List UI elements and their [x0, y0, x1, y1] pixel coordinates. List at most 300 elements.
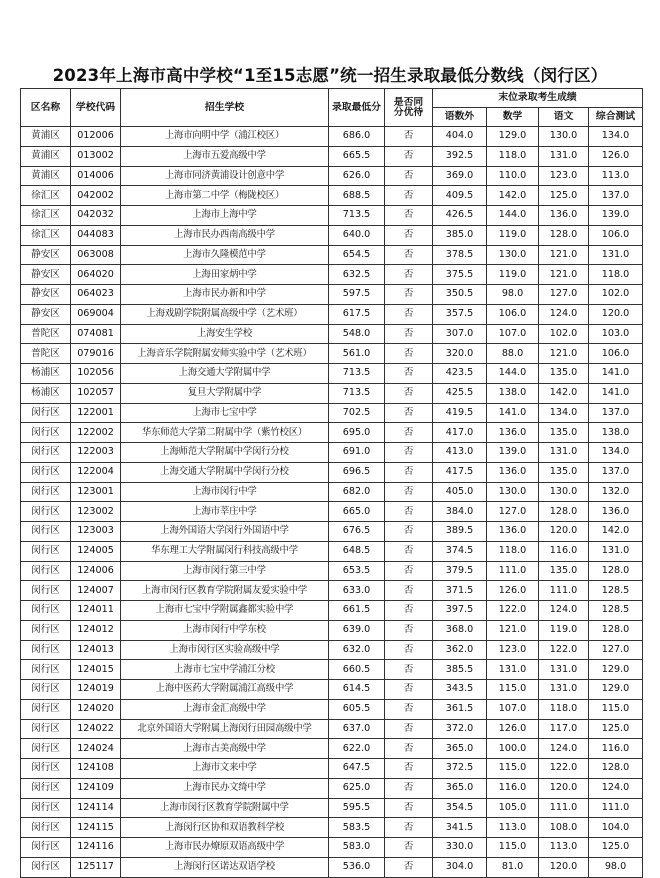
cell-priority: 否 — [385, 798, 433, 818]
cell-comprehensive-score: 129.0 — [589, 680, 643, 700]
cell-priority: 否 — [385, 245, 433, 265]
cell-non-chinese-score: 405.0 — [433, 482, 487, 502]
cell-comprehensive-score: 141.0 — [589, 364, 643, 384]
cell-chinese-score: 124.0 — [539, 739, 589, 759]
cell-district: 黄浦区 — [21, 166, 71, 186]
cell-school-name: 上海安生学校 — [121, 324, 329, 344]
table-row — [21, 581, 643, 601]
cell-math-score: 107.0 — [487, 699, 539, 719]
table-row — [21, 403, 643, 423]
cell-school-code: 012006 — [71, 127, 121, 147]
cell-comprehensive-score: 137.0 — [589, 186, 643, 206]
cell-math-score: 121.0 — [487, 620, 539, 640]
cell-priority: 否 — [385, 364, 433, 384]
cell-min-score: 691.0 — [329, 443, 385, 463]
cell-chinese-score: 116.0 — [539, 541, 589, 561]
cell-math-score: 105.0 — [487, 798, 539, 818]
score-table — [20, 88, 643, 878]
cell-district: 闵行区 — [21, 699, 71, 719]
cell-math-score: 130.0 — [487, 482, 539, 502]
cell-school-code: 042032 — [71, 206, 121, 226]
header-non-chinese: 语数外 — [433, 108, 487, 127]
cell-priority: 否 — [385, 206, 433, 226]
cell-school-code: 122002 — [71, 423, 121, 443]
cell-school-code: 064020 — [71, 265, 121, 285]
cell-chinese-score: 122.0 — [539, 759, 589, 779]
cell-district: 杨浦区 — [21, 364, 71, 384]
cell-district: 黄浦区 — [21, 127, 71, 147]
cell-school-name: 上海市五爱高级中学 — [121, 146, 329, 166]
cell-math-score: 119.0 — [487, 265, 539, 285]
table-row — [21, 225, 643, 245]
cell-district: 静安区 — [21, 285, 71, 305]
cell-chinese-score: 120.0 — [539, 522, 589, 542]
table-row — [21, 462, 643, 482]
cell-school-code: 123001 — [71, 482, 121, 502]
cell-priority: 否 — [385, 127, 433, 147]
cell-math-score: 122.0 — [487, 601, 539, 621]
cell-chinese-score: 120.0 — [539, 857, 589, 877]
cell-school-name: 华东师范大学第二附属中学（紫竹校区） — [121, 423, 329, 443]
cell-school-code: 124020 — [71, 699, 121, 719]
cell-min-score: 633.0 — [329, 581, 385, 601]
cell-school-code: 122003 — [71, 443, 121, 463]
cell-math-score: 119.0 — [487, 225, 539, 245]
cell-chinese-score: 128.0 — [539, 502, 589, 522]
cell-priority: 否 — [385, 304, 433, 324]
cell-non-chinese-score: 375.5 — [433, 265, 487, 285]
cell-school-code: 122001 — [71, 403, 121, 423]
cell-school-name: 上海市闵行中学东校 — [121, 620, 329, 640]
cell-school-name: 上海市七宝中学附属鑫都实验中学 — [121, 601, 329, 621]
cell-priority: 否 — [385, 423, 433, 443]
cell-school-name: 上海市上海中学 — [121, 206, 329, 226]
cell-priority: 否 — [385, 146, 433, 166]
cell-math-score: 100.0 — [487, 739, 539, 759]
cell-school-name: 上海市七宝中学浦江分校 — [121, 660, 329, 680]
cell-math-score: 106.0 — [487, 304, 539, 324]
cell-school-code: 042002 — [71, 186, 121, 206]
cell-school-name: 上海市向明中学（浦江校区） — [121, 127, 329, 147]
cell-min-score: 595.5 — [329, 798, 385, 818]
cell-school-name: 上海市七宝中学 — [121, 403, 329, 423]
cell-chinese-score: 121.0 — [539, 265, 589, 285]
cell-chinese-score: 135.0 — [539, 364, 589, 384]
cell-math-score: 115.0 — [487, 680, 539, 700]
header-priority — [385, 89, 433, 127]
cell-non-chinese-score: 357.5 — [433, 304, 487, 324]
cell-min-score: 640.0 — [329, 225, 385, 245]
cell-priority: 否 — [385, 502, 433, 522]
cell-non-chinese-score: 330.0 — [433, 838, 487, 858]
table-body — [21, 127, 643, 878]
table-row — [21, 640, 643, 660]
cell-non-chinese-score: 385.0 — [433, 225, 487, 245]
cell-min-score: 637.0 — [329, 719, 385, 739]
cell-math-score: 98.0 — [487, 285, 539, 305]
cell-school-name: 上海市闵行区教育学院附属友爱实验中学 — [121, 581, 329, 601]
cell-min-score: 583.0 — [329, 838, 385, 858]
cell-school-code: 124007 — [71, 581, 121, 601]
cell-district: 闵行区 — [21, 522, 71, 542]
cell-school-name: 上海闵行区诺达双语学校 — [121, 857, 329, 877]
table-row — [21, 680, 643, 700]
cell-math-score: 118.0 — [487, 541, 539, 561]
cell-chinese-score: 123.0 — [539, 166, 589, 186]
cell-min-score: 665.0 — [329, 502, 385, 522]
cell-chinese-score: 131.0 — [539, 146, 589, 166]
header-min-score: 录取最低分 — [329, 89, 385, 127]
cell-non-chinese-score: 389.5 — [433, 522, 487, 542]
cell-priority: 否 — [385, 581, 433, 601]
table-row — [21, 186, 643, 206]
cell-chinese-score: 102.0 — [539, 324, 589, 344]
cell-chinese-score: 120.0 — [539, 778, 589, 798]
cell-school-name: 上海音乐学院附属安师实验中学（艺术班） — [121, 344, 329, 364]
header-comprehensive: 综合测试 — [589, 108, 643, 127]
cell-min-score: 661.5 — [329, 601, 385, 621]
cell-school-name: 上海市闵行区实验高级中学 — [121, 640, 329, 660]
cell-district: 闵行区 — [21, 640, 71, 660]
cell-min-score: 647.5 — [329, 759, 385, 779]
cell-district: 闵行区 — [21, 561, 71, 581]
cell-school-name: 上海市民办新和中学 — [121, 285, 329, 305]
cell-chinese-score: 131.0 — [539, 443, 589, 463]
cell-school-code: 124114 — [71, 798, 121, 818]
cell-math-score: 127.0 — [487, 502, 539, 522]
cell-district: 闵行区 — [21, 739, 71, 759]
table-row — [21, 423, 643, 443]
cell-district: 闵行区 — [21, 581, 71, 601]
cell-comprehensive-score: 118.0 — [589, 265, 643, 285]
cell-non-chinese-score: 413.0 — [433, 443, 487, 463]
cell-math-score: 126.0 — [487, 581, 539, 601]
cell-district: 闵行区 — [21, 838, 71, 858]
cell-non-chinese-score: 361.5 — [433, 699, 487, 719]
cell-school-name: 上海外国语大学闵行外国语中学 — [121, 522, 329, 542]
cell-school-code: 124115 — [71, 818, 121, 838]
cell-school-code: 044083 — [71, 225, 121, 245]
cell-priority: 否 — [385, 620, 433, 640]
table-row — [21, 601, 643, 621]
cell-non-chinese-score: 397.5 — [433, 601, 487, 621]
cell-non-chinese-score: 354.5 — [433, 798, 487, 818]
cell-comprehensive-score: 128.0 — [589, 561, 643, 581]
cell-district: 普陀区 — [21, 324, 71, 344]
cell-district: 静安区 — [21, 265, 71, 285]
cell-chinese-score: 127.0 — [539, 285, 589, 305]
cell-school-name: 北京外国语大学附属上海闵行田园高级中学 — [121, 719, 329, 739]
cell-district: 徐汇区 — [21, 206, 71, 226]
cell-school-name: 上海市闵行中学 — [121, 482, 329, 502]
cell-school-code: 102057 — [71, 383, 121, 403]
cell-district: 闵行区 — [21, 403, 71, 423]
cell-non-chinese-score: 423.5 — [433, 364, 487, 384]
cell-comprehensive-score: 134.0 — [589, 127, 643, 147]
cell-district: 闵行区 — [21, 680, 71, 700]
table-row — [21, 324, 643, 344]
table-row — [21, 778, 643, 798]
table-row — [21, 857, 643, 877]
cell-comprehensive-score: 129.0 — [589, 660, 643, 680]
cell-min-score: 696.5 — [329, 462, 385, 482]
cell-school-name: 复旦大学附属中学 — [121, 383, 329, 403]
cell-priority: 否 — [385, 818, 433, 838]
cell-district: 闵行区 — [21, 601, 71, 621]
cell-min-score: 713.5 — [329, 364, 385, 384]
cell-chinese-score: 117.0 — [539, 719, 589, 739]
cell-non-chinese-score: 320.0 — [433, 344, 487, 364]
cell-math-score: 136.0 — [487, 462, 539, 482]
cell-math-score: 110.0 — [487, 166, 539, 186]
cell-priority: 否 — [385, 462, 433, 482]
cell-min-score: 561.0 — [329, 344, 385, 364]
cell-min-score: 583.5 — [329, 818, 385, 838]
cell-chinese-score: 124.0 — [539, 601, 589, 621]
cell-math-score: 130.0 — [487, 245, 539, 265]
cell-priority: 否 — [385, 739, 433, 759]
cell-priority: 否 — [385, 759, 433, 779]
cell-school-code: 064023 — [71, 285, 121, 305]
page-title: 2023年上海市高中学校“1至15志愿”统一招生录取最低分数线（闵行区） — [52, 66, 608, 85]
table-row — [21, 620, 643, 640]
cell-math-score: 113.0 — [487, 818, 539, 838]
cell-min-score: 676.5 — [329, 522, 385, 542]
cell-non-chinese-score: 350.5 — [433, 285, 487, 305]
cell-min-score: 648.5 — [329, 541, 385, 561]
cell-priority: 否 — [385, 324, 433, 344]
cell-school-name: 上海田家炳中学 — [121, 265, 329, 285]
cell-district: 杨浦区 — [21, 383, 71, 403]
cell-comprehensive-score: 106.0 — [589, 225, 643, 245]
cell-min-score: 639.0 — [329, 620, 385, 640]
header-district: 区名称 — [21, 89, 71, 127]
cell-non-chinese-score: 307.0 — [433, 324, 487, 344]
cell-priority: 否 — [385, 225, 433, 245]
table-row — [21, 759, 643, 779]
cell-district: 闵行区 — [21, 660, 71, 680]
cell-school-code: 079016 — [71, 344, 121, 364]
cell-district: 闵行区 — [21, 502, 71, 522]
cell-priority: 否 — [385, 541, 433, 561]
cell-school-code: 123003 — [71, 522, 121, 542]
cell-school-code: 124012 — [71, 620, 121, 640]
cell-comprehensive-score: 104.0 — [589, 818, 643, 838]
cell-comprehensive-score: 136.0 — [589, 502, 643, 522]
cell-chinese-score: 122.0 — [539, 640, 589, 660]
cell-comprehensive-score: 132.0 — [589, 482, 643, 502]
table-row — [21, 541, 643, 561]
table-row — [21, 127, 643, 147]
table-row — [21, 522, 643, 542]
cell-comprehensive-score: 137.0 — [589, 462, 643, 482]
cell-math-score: 144.0 — [487, 206, 539, 226]
cell-min-score: 686.0 — [329, 127, 385, 147]
cell-chinese-score: 142.0 — [539, 383, 589, 403]
cell-district: 徐汇区 — [21, 186, 71, 206]
cell-school-code: 124005 — [71, 541, 121, 561]
cell-school-code: 124024 — [71, 739, 121, 759]
cell-comprehensive-score: 116.0 — [589, 739, 643, 759]
cell-school-code: 124006 — [71, 561, 121, 581]
cell-min-score: 622.0 — [329, 739, 385, 759]
cell-math-score: 81.0 — [487, 857, 539, 877]
cell-math-score: 88.0 — [487, 344, 539, 364]
cell-comprehensive-score: 128.5 — [589, 581, 643, 601]
table-row — [21, 719, 643, 739]
cell-priority: 否 — [385, 285, 433, 305]
cell-school-name: 上海中医药大学附属浦江高级中学 — [121, 680, 329, 700]
cell-chinese-score: 134.0 — [539, 403, 589, 423]
table-row — [21, 245, 643, 265]
cell-school-name: 上海市民办燎原双语高级中学 — [121, 838, 329, 858]
cell-min-score: 702.5 — [329, 403, 385, 423]
cell-school-name: 上海市古美高级中学 — [121, 739, 329, 759]
cell-non-chinese-score: 374.5 — [433, 541, 487, 561]
cell-priority: 否 — [385, 719, 433, 739]
cell-school-name: 上海市金汇高级中学 — [121, 699, 329, 719]
table-row — [21, 383, 643, 403]
cell-comprehensive-score: 106.0 — [589, 344, 643, 364]
cell-school-code: 125117 — [71, 857, 121, 877]
cell-school-code: 074081 — [71, 324, 121, 344]
cell-non-chinese-score: 378.5 — [433, 245, 487, 265]
cell-comprehensive-score: 131.0 — [589, 245, 643, 265]
cell-district: 闵行区 — [21, 778, 71, 798]
cell-school-code: 013002 — [71, 146, 121, 166]
table-row — [21, 838, 643, 858]
cell-school-code: 124108 — [71, 759, 121, 779]
cell-district: 黄浦区 — [21, 146, 71, 166]
cell-chinese-score: 130.0 — [539, 482, 589, 502]
cell-chinese-score: 111.0 — [539, 798, 589, 818]
cell-school-code: 123002 — [71, 502, 121, 522]
cell-math-score: 141.0 — [487, 403, 539, 423]
cell-priority: 否 — [385, 403, 433, 423]
cell-math-score: 142.0 — [487, 186, 539, 206]
cell-school-code: 124013 — [71, 640, 121, 660]
cell-district: 闵行区 — [21, 443, 71, 463]
cell-min-score: 536.0 — [329, 857, 385, 877]
cell-school-name: 上海市民办西南高级中学 — [121, 225, 329, 245]
table-row — [21, 146, 643, 166]
header-math: 数学 — [487, 108, 539, 127]
cell-school-code: 124022 — [71, 719, 121, 739]
cell-school-name: 上海闵行区协和双语教科学校 — [121, 818, 329, 838]
cell-non-chinese-score: 362.0 — [433, 640, 487, 660]
cell-non-chinese-score: 385.5 — [433, 660, 487, 680]
cell-math-score: 129.0 — [487, 127, 539, 147]
cell-non-chinese-score: 426.5 — [433, 206, 487, 226]
cell-priority: 否 — [385, 522, 433, 542]
table-row — [21, 818, 643, 838]
cell-min-score: 597.5 — [329, 285, 385, 305]
cell-school-code: 102056 — [71, 364, 121, 384]
cell-priority: 否 — [385, 660, 433, 680]
cell-min-score: 617.5 — [329, 304, 385, 324]
cell-priority: 否 — [385, 857, 433, 877]
cell-chinese-score: 121.0 — [539, 344, 589, 364]
cell-school-name: 上海交通大学附属中学 — [121, 364, 329, 384]
cell-chinese-score: 131.0 — [539, 660, 589, 680]
cell-math-score: 131.0 — [487, 660, 539, 680]
cell-priority: 否 — [385, 383, 433, 403]
cell-comprehensive-score: 139.0 — [589, 206, 643, 226]
cell-non-chinese-score: 365.0 — [433, 778, 487, 798]
cell-chinese-score: 135.0 — [539, 462, 589, 482]
cell-district: 闵行区 — [21, 541, 71, 561]
cell-math-score: 136.0 — [487, 522, 539, 542]
cell-district: 闵行区 — [21, 719, 71, 739]
cell-min-score: 682.0 — [329, 482, 385, 502]
cell-comprehensive-score: 134.0 — [589, 443, 643, 463]
cell-priority: 否 — [385, 265, 433, 285]
cell-non-chinese-score: 409.5 — [433, 186, 487, 206]
cell-non-chinese-score: 341.5 — [433, 818, 487, 838]
cell-non-chinese-score: 384.0 — [433, 502, 487, 522]
header-priority-line2: 分优待 — [393, 106, 424, 118]
cell-priority: 否 — [385, 838, 433, 858]
cell-non-chinese-score: 368.0 — [433, 620, 487, 640]
cell-non-chinese-score: 372.5 — [433, 759, 487, 779]
cell-min-score: 632.0 — [329, 640, 385, 660]
table-row — [21, 699, 643, 719]
cell-school-code: 124015 — [71, 660, 121, 680]
cell-chinese-score: 108.0 — [539, 818, 589, 838]
cell-chinese-score: 130.0 — [539, 127, 589, 147]
cell-comprehensive-score: 126.0 — [589, 146, 643, 166]
table-row — [21, 206, 643, 226]
cell-non-chinese-score: 371.5 — [433, 581, 487, 601]
table-row — [21, 502, 643, 522]
table-row — [21, 660, 643, 680]
cell-non-chinese-score: 419.5 — [433, 403, 487, 423]
cell-district: 普陀区 — [21, 344, 71, 364]
cell-school-code: 069004 — [71, 304, 121, 324]
cell-math-score: 139.0 — [487, 443, 539, 463]
table-row — [21, 265, 643, 285]
cell-district: 闵行区 — [21, 462, 71, 482]
cell-chinese-score: 135.0 — [539, 561, 589, 581]
cell-math-score: 123.0 — [487, 640, 539, 660]
cell-math-score: 115.0 — [487, 759, 539, 779]
cell-non-chinese-score: 304.0 — [433, 857, 487, 877]
header-chinese: 语文 — [539, 108, 589, 127]
cell-min-score: 688.5 — [329, 186, 385, 206]
cell-priority: 否 — [385, 166, 433, 186]
table-row — [21, 285, 643, 305]
cell-min-score: 713.5 — [329, 383, 385, 403]
table-row — [21, 561, 643, 581]
cell-comprehensive-score: 113.0 — [589, 166, 643, 186]
cell-min-score: 665.5 — [329, 146, 385, 166]
cell-comprehensive-score: 103.0 — [589, 324, 643, 344]
cell-priority: 否 — [385, 601, 433, 621]
cell-chinese-score: 118.0 — [539, 699, 589, 719]
cell-district: 闵行区 — [21, 857, 71, 877]
cell-min-score: 654.5 — [329, 245, 385, 265]
cell-school-name: 华东理工大学附属闵行科技高级中学 — [121, 541, 329, 561]
cell-school-name: 上海市久隆模范中学 — [121, 245, 329, 265]
cell-district: 徐汇区 — [21, 225, 71, 245]
table-row — [21, 304, 643, 324]
cell-min-score: 625.0 — [329, 778, 385, 798]
table-row — [21, 344, 643, 364]
cell-comprehensive-score: 120.0 — [589, 304, 643, 324]
cell-chinese-score: 125.0 — [539, 186, 589, 206]
cell-school-name: 上海市同济黄浦设计创意中学 — [121, 166, 329, 186]
cell-school-name: 上海市第二中学（梅陇校区） — [121, 186, 329, 206]
